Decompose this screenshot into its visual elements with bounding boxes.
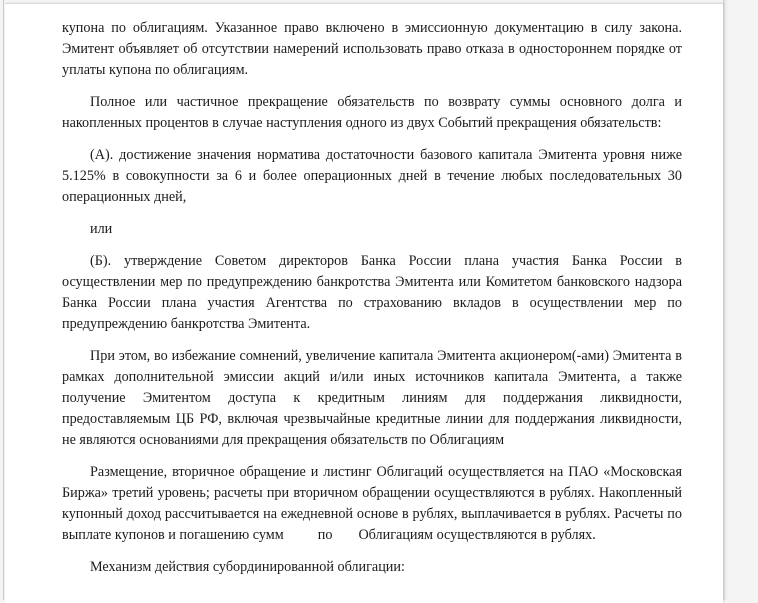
paragraph-placement-part-3: осуществляются в рублях. [436, 527, 596, 543]
paragraph-placement [62, 462, 682, 546]
page-right-shadow [723, 0, 728, 600]
paragraph-event-b: (Б). утверждение Советом директоров Банка России плана участия Банка России в осуществлении мер по предупреждению банкротства Эмитента или Комитетом банковского надзора Банка России плана участия Агентства по страхованию вкладов в осуществлении мер по предупреждению банкротства Эмитента. [62, 253, 682, 332]
paragraph-placement-gap-word: по [317, 527, 333, 543]
paragraph-mechanism: Механизм действия субординированной облигации: [90, 559, 405, 575]
top-spacer [62, 4, 682, 18]
paragraph-placement-part-2: Облигациям [358, 527, 434, 543]
page-left-gutter [0, 0, 4, 600]
paragraph-or: или [90, 221, 113, 237]
page-text-body [62, 4, 682, 578]
paragraph-event-a: (А). достижение значения норматива достаточности базового капитала Эмитента уровня ниже 5.125% в совокупности за 6 и более операционных дней в течение любых последовательных 30 операционных дней, [62, 147, 682, 205]
document-page [5, 3, 723, 603]
paragraph-coupon-waiver: купона по облигациям. Указанное право включено в эмиссионную документацию в силу закона. Эмитент объявляет об отсутствии намерений использовать право отказа в одностороннем порядке от уплаты купона по облигациям. [62, 20, 682, 78]
paragraph-termination-events: Полное или частичное прекращение обязательств по возврату суммы основного долга и накопленных процентов в случае наступления одного из двух Событий прекращения обязательств: [62, 94, 682, 131]
paragraph-capital-increase: При этом, во избежание сомнений, увеличение капитала Эмитента акционером(-ами) Эмитента в рамках дополнительной эмиссии акций и/или иных источников капитала Эмитента, а также получение Эмитентом доступа к кредитным линиям для поддержания ликвидности, предоставляемым ЦБ РФ, включая чрезвычайные кредитные линии для поддержания ликвидности, не являются основаниями для прекращения обязательств по Облигациям [62, 348, 682, 448]
paragraph-placement-part-1: Размещение, вторичное обращение и листинг Облигаций осуществляется на ПАО «Московская Биржа» третий уровень; расчеты при вторичном обращении осуществляются в рублях. Накопленный купонный доход рассчитывается на ежедневной основе в рублях, выплачивается в рублях. Расчеты по выплате купонов и погашению сумм [62, 464, 682, 543]
